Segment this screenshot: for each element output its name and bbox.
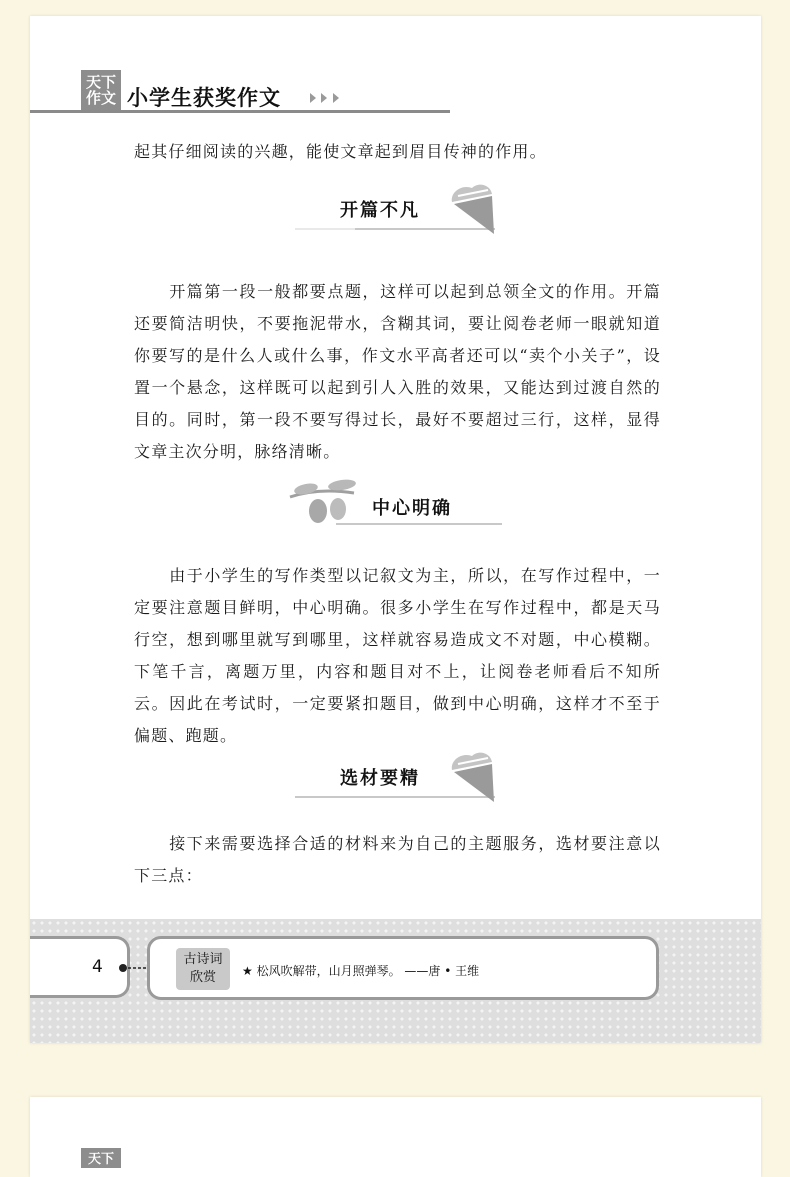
logo-line-2: 作文 — [85, 89, 116, 107]
logo-line-1: 天下 — [85, 73, 116, 91]
section-title-1: 开篇不凡 — [340, 200, 420, 221]
section-title-2: 中心明确 — [372, 498, 452, 519]
tag-line-2: 欣赏 — [189, 970, 216, 985]
tag-line-1: 古诗词 — [183, 952, 223, 967]
book-page — [30, 16, 761, 1043]
section-rule-2 — [336, 522, 502, 526]
section-title-3: 选材要精 — [340, 768, 420, 789]
poem-appreciation-tag — [176, 948, 230, 990]
ice-cream-cone-icon — [448, 182, 500, 236]
series-logo — [81, 70, 121, 110]
book-title: 小学生获奖作文 — [127, 85, 281, 110]
poem-quote: ★ 松风吹解带，山月照弹琴。 ——唐 • 王维 — [242, 964, 480, 978]
page-number: 4 — [92, 957, 103, 977]
page-number-box — [30, 936, 130, 998]
ice-cream-cone-icon-2 — [448, 750, 500, 804]
section-paragraph-1: 开篇第一段一般都要点题，这样可以起到总领全文的作用。开篇还要简洁明快，不要拖泥带水，含糊其词，要让阅卷老师一眼就知道你要写的是什么人或什么事，作文水平高者还可以“卖个小关子”，设置一个悬念，这样既可以起到引人入胜的效果，又能达到过渡自然的目的。同时，第一段不要写得过长，最好不要超过三行，这样，显得文章主次分明，脉络清晰。 — [134, 282, 661, 461]
section-paragraph-2: 由于小学生的写作类型以记叙文为主，所以，在写作过程中，一定要注意题目鲜明，中心明确。很多小学生在写作过程中，都是天马行空，想到哪里就写到哪里，这样就容易造成文不对题，中心模糊。下笔千言，离题万里，内容和题目对不上，让阅卷老师看后不知所云。因此在考试时，一定要紧扣题目，做到中心明确，这样才不至于偏题、跑题。 — [134, 566, 661, 745]
intro-text: 起其仔细阅读的兴趣，能使文章起到眉目传神的作用。 — [134, 142, 547, 161]
triple-arrow-icon — [310, 92, 346, 104]
next-page — [30, 1097, 761, 1177]
next-page-logo: 天下 — [81, 1148, 121, 1168]
section-paragraph-3: 接下来需要选择合适的材料来为自己的主题服务，选材要注意以下三点： — [134, 834, 661, 885]
